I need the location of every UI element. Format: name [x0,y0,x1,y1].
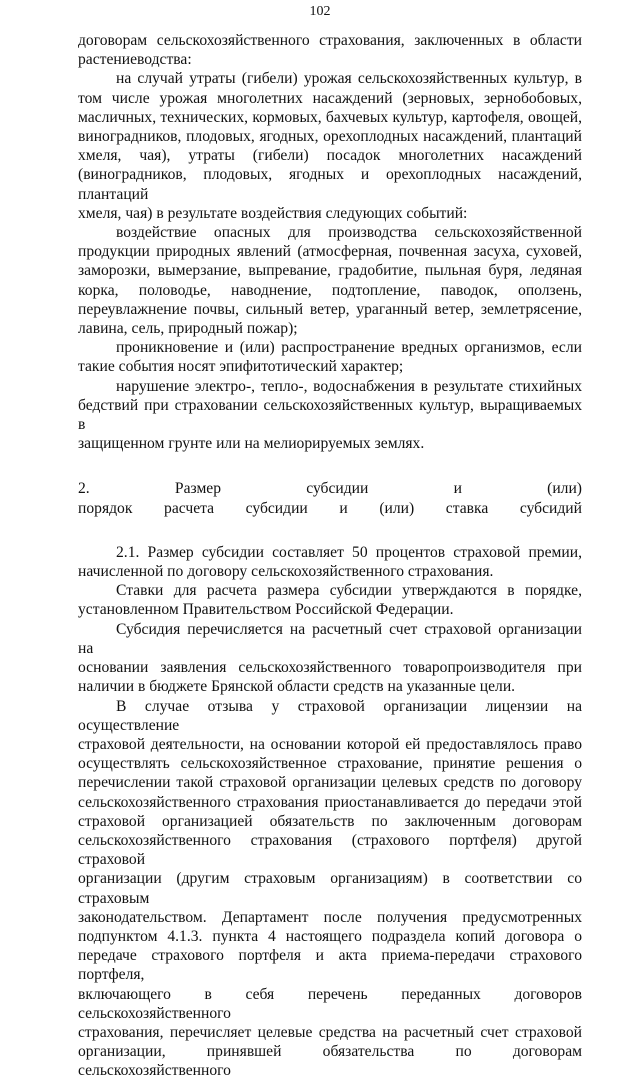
paragraph-utilities [78,377,582,454]
text-line: осуществлять сельскохозяйственное страхование, принятие решения о [78,755,582,773]
text-line: масличных, технических, кормовых, бахчевых культур, картофеля, овощей, [78,108,582,126]
text-line: переувлажнение почвы, сильный ветер, ураганный ветер, землетрясение, [78,300,582,318]
text-line: подпунктом 4.1.3. пункта 4 настоящего подраздела копий договора о [78,927,582,945]
text-line: Субсидия перечисляется на расчетный счет страховой организации на [78,620,582,657]
page-number: 102 [309,4,331,19]
text-line: В случае отзыва у страховой организации лицензии на осуществление [78,697,582,734]
text-line: наличии в бюджете Брянской области средств на указанные цели. [78,678,516,696]
text-line: договорам сельскохозяйственного страхования, заключенных в области [78,32,582,49]
text-line: проникновение и (или) распространение вредных организмов, если [116,339,582,357]
paragraph-crop-loss [78,69,582,223]
text-line: организации, принявшей обязательства по договорам сельскохозяйственного [78,1043,582,1080]
text-line: растениеводства: [78,51,192,69]
text-line: лавина, сель, природный пожар); [78,320,298,338]
text-line: такие события носят эпифитотический характер; [78,358,404,376]
section-heading-line: порядок расчета субсидии и (или) ставка субсидий [78,499,582,517]
body-text [78,31,582,1081]
paragraph-pests [78,338,582,376]
text-line: на случай утраты (гибели) урожая сельскохозяйственных культур, в [116,70,582,88]
text-line: виноградников, плодовых, ягодных, орехоплодных насаждений, плантаций [78,128,582,146]
text-line: сельскохозяйственного страхования (страхового портфеля) другой страховой [78,831,582,869]
text-line: страховой деятельности, на основании которой ей предоставлялось право [78,735,582,753]
text-line: продукции природных явлений (атмосферная, почвенная засуха, суховей, [78,243,582,261]
paragraph-natural-phenomena [78,223,582,338]
text-line: (виноградников, плодовых, ягодных и орехоплодных насаждений, плантаций [78,166,582,203]
text-line: перечислении такой страховой организации целевых средств по договору [78,774,582,792]
text-line: передаче страхового портфеля и акта приема-передачи страхового портфеля, [78,947,582,984]
text-line: хмеля, чая), утраты (гибели) посадок многолетних насаждений [78,147,582,165]
text-line: страховой организацией обязательств по заключенным договорам [78,812,582,830]
text-line: основании заявления сельскохозяйственного товаропроизводителя при [78,659,582,677]
text-line: заморозки, вымерзание, выпревание, градобитие, пыльная буря, ледяная [78,262,582,280]
section-heading-line: 2. Размер субсидии и (или) [78,480,582,498]
paragraph-license-revocation [78,697,582,1081]
paragraph-2-1 [78,543,582,581]
text-line: корка, половодье, наводнение, подтопление, паводок, оползень, [78,281,582,299]
section-heading [78,479,582,517]
text-line: хмеля, чая) в результате воздействия следующих событий: [78,204,468,222]
text-line: сельскохозяйственного страхования приостанавливается до передачи этой [78,793,582,811]
text-line: организации (другим страховым организациям) в соответствии со страховым [78,870,582,907]
text-line: бедствий при страховании сельскохозяйственных культур, выращиваемых в [78,396,582,434]
paragraph-rates [78,581,582,619]
text-line: воздействие опасных для производства сельскохозяйственной [116,224,582,242]
text-line: установленном Правительством Российской Федерации. [78,601,454,619]
text-line: законодательством. Департамент после получения предусмотренных [78,908,582,926]
paragraph-transfer [78,620,582,697]
text-line: Ставки для расчета размера субсидии утверждаются в порядке, [116,582,582,600]
text-line: нарушение электро-, тепло-, водоснабжения в результате стихийных [116,377,582,395]
paragraph-continuation [78,31,582,69]
text-line: начисленной по договору сельскохозяйственного страхования. [78,563,494,581]
text-line: включающего в себя перечень переданных договоров сельскохозяйственного [78,985,582,1022]
text-line: 2.1. Размер субсидии составляет 50 процентов страховой премии, [116,543,582,561]
text-line: защищенном грунте или на мелиорируемых землях. [78,435,425,453]
text-line: том числе урожая многолетних насаждений (зерновых, зернобобовых, [78,89,582,107]
text-line: страхования, перечисляет целевые средства на расчетный счет страховой [78,1023,582,1041]
